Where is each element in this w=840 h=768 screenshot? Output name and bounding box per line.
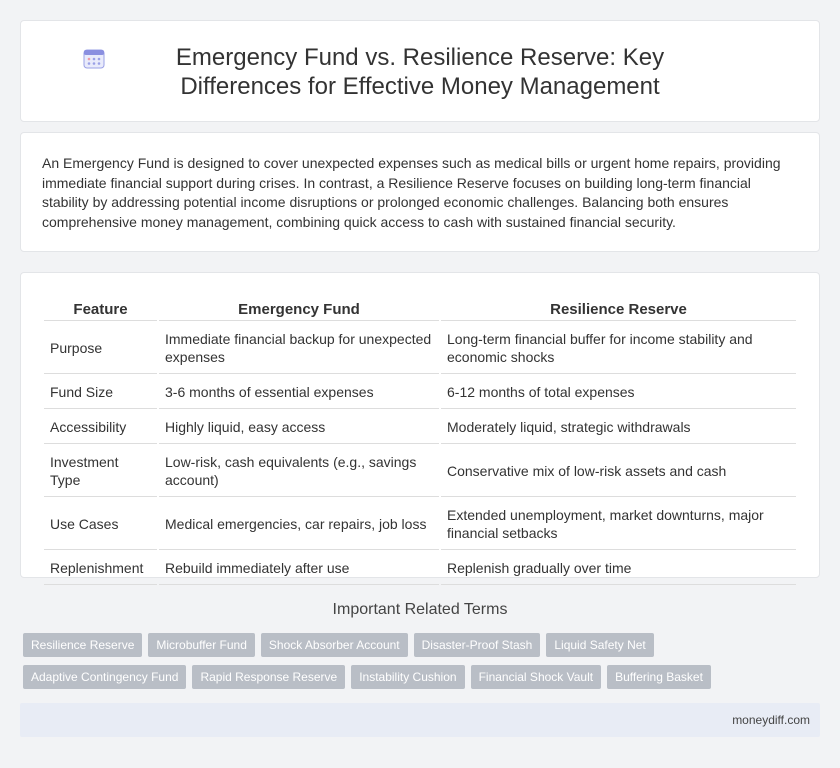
tag-row bbox=[23, 633, 823, 657]
title-card bbox=[20, 20, 820, 122]
row-emergency-fund: Low-risk, cash equivalents (e.g., savings account) bbox=[159, 446, 439, 497]
header-feature: Feature bbox=[44, 297, 157, 321]
comparison-table bbox=[42, 295, 798, 587]
row-feature: Use Cases bbox=[44, 499, 157, 550]
table-row bbox=[44, 376, 796, 409]
row-emergency-fund: Rebuild immediately after use bbox=[159, 552, 439, 585]
row-emergency-fund: 3-6 months of essential expenses bbox=[159, 376, 439, 409]
table-row bbox=[44, 499, 796, 550]
footer-site-link[interactable]: moneydiff.com bbox=[732, 713, 810, 727]
row-feature: Accessibility bbox=[44, 411, 157, 444]
tag-link[interactable]: Instability Cushion bbox=[351, 665, 464, 689]
tag-link[interactable]: Disaster-Proof Stash bbox=[414, 633, 541, 657]
row-feature: Purpose bbox=[44, 323, 157, 374]
footer-bar bbox=[20, 703, 820, 737]
header-resilience-reserve: Resilience Reserve bbox=[441, 297, 796, 321]
row-resilience-reserve: Moderately liquid, strategic withdrawals bbox=[441, 411, 796, 444]
row-feature: Investment Type bbox=[44, 446, 157, 497]
table-row bbox=[44, 411, 796, 444]
related-terms-heading: Important Related Terms bbox=[332, 601, 508, 618]
tag-link[interactable]: Resilience Reserve bbox=[23, 633, 142, 657]
page-title: Emergency Fund vs. Resilience Reserve: Key Differences for Effective Money Management bbox=[175, 44, 665, 100]
row-emergency-fund: Medical emergencies, car repairs, job loss bbox=[159, 499, 439, 550]
tag-link[interactable]: Financial Shock Vault bbox=[471, 665, 602, 689]
row-resilience-reserve: Extended unemployment, market downturns, major financial setbacks bbox=[441, 499, 796, 550]
table-header-row bbox=[44, 297, 796, 321]
row-resilience-reserve: Replenish gradually over time bbox=[441, 552, 796, 585]
table-row bbox=[44, 552, 796, 585]
row-emergency-fund: Immediate financial backup for unexpected expenses bbox=[159, 323, 439, 374]
tag-link[interactable]: Rapid Response Reserve bbox=[192, 665, 345, 689]
row-resilience-reserve: Conservative mix of low-risk assets and cash bbox=[441, 446, 796, 497]
header-emergency-fund: Emergency Fund bbox=[159, 297, 439, 321]
intro-paragraph: An Emergency Fund is designed to cover unexpected expenses such as medical bills or urgent home repairs, providing immediate financial support during crises. In contrast, a Resilience Reserve focuses on building long-term financial stability by addressing potential income disruptions or prolonged economic challenges. Balancing both ensures comprehensive money management, combining quick access to cash with sustained financial security. bbox=[42, 155, 781, 230]
tag-link[interactable]: Shock Absorber Account bbox=[261, 633, 408, 657]
comparison-card bbox=[20, 272, 820, 578]
row-resilience-reserve: Long-term financial buffer for income stability and economic shocks bbox=[441, 323, 796, 374]
tag-link[interactable]: Buffering Basket bbox=[607, 665, 711, 689]
row-resilience-reserve: 6-12 months of total expenses bbox=[441, 376, 796, 409]
tag-link[interactable]: Liquid Safety Net bbox=[546, 633, 653, 657]
intro-card bbox=[20, 132, 820, 252]
related-terms-tags bbox=[23, 633, 823, 697]
row-emergency-fund: Highly liquid, easy access bbox=[159, 411, 439, 444]
tag-link[interactable]: Microbuffer Fund bbox=[148, 633, 255, 657]
row-feature: Replenishment bbox=[44, 552, 157, 585]
tag-link[interactable]: Adaptive Contingency Fund bbox=[23, 665, 186, 689]
tag-row bbox=[23, 665, 823, 689]
table-row bbox=[44, 446, 796, 497]
row-feature: Fund Size bbox=[44, 376, 157, 409]
table-row bbox=[44, 323, 796, 374]
